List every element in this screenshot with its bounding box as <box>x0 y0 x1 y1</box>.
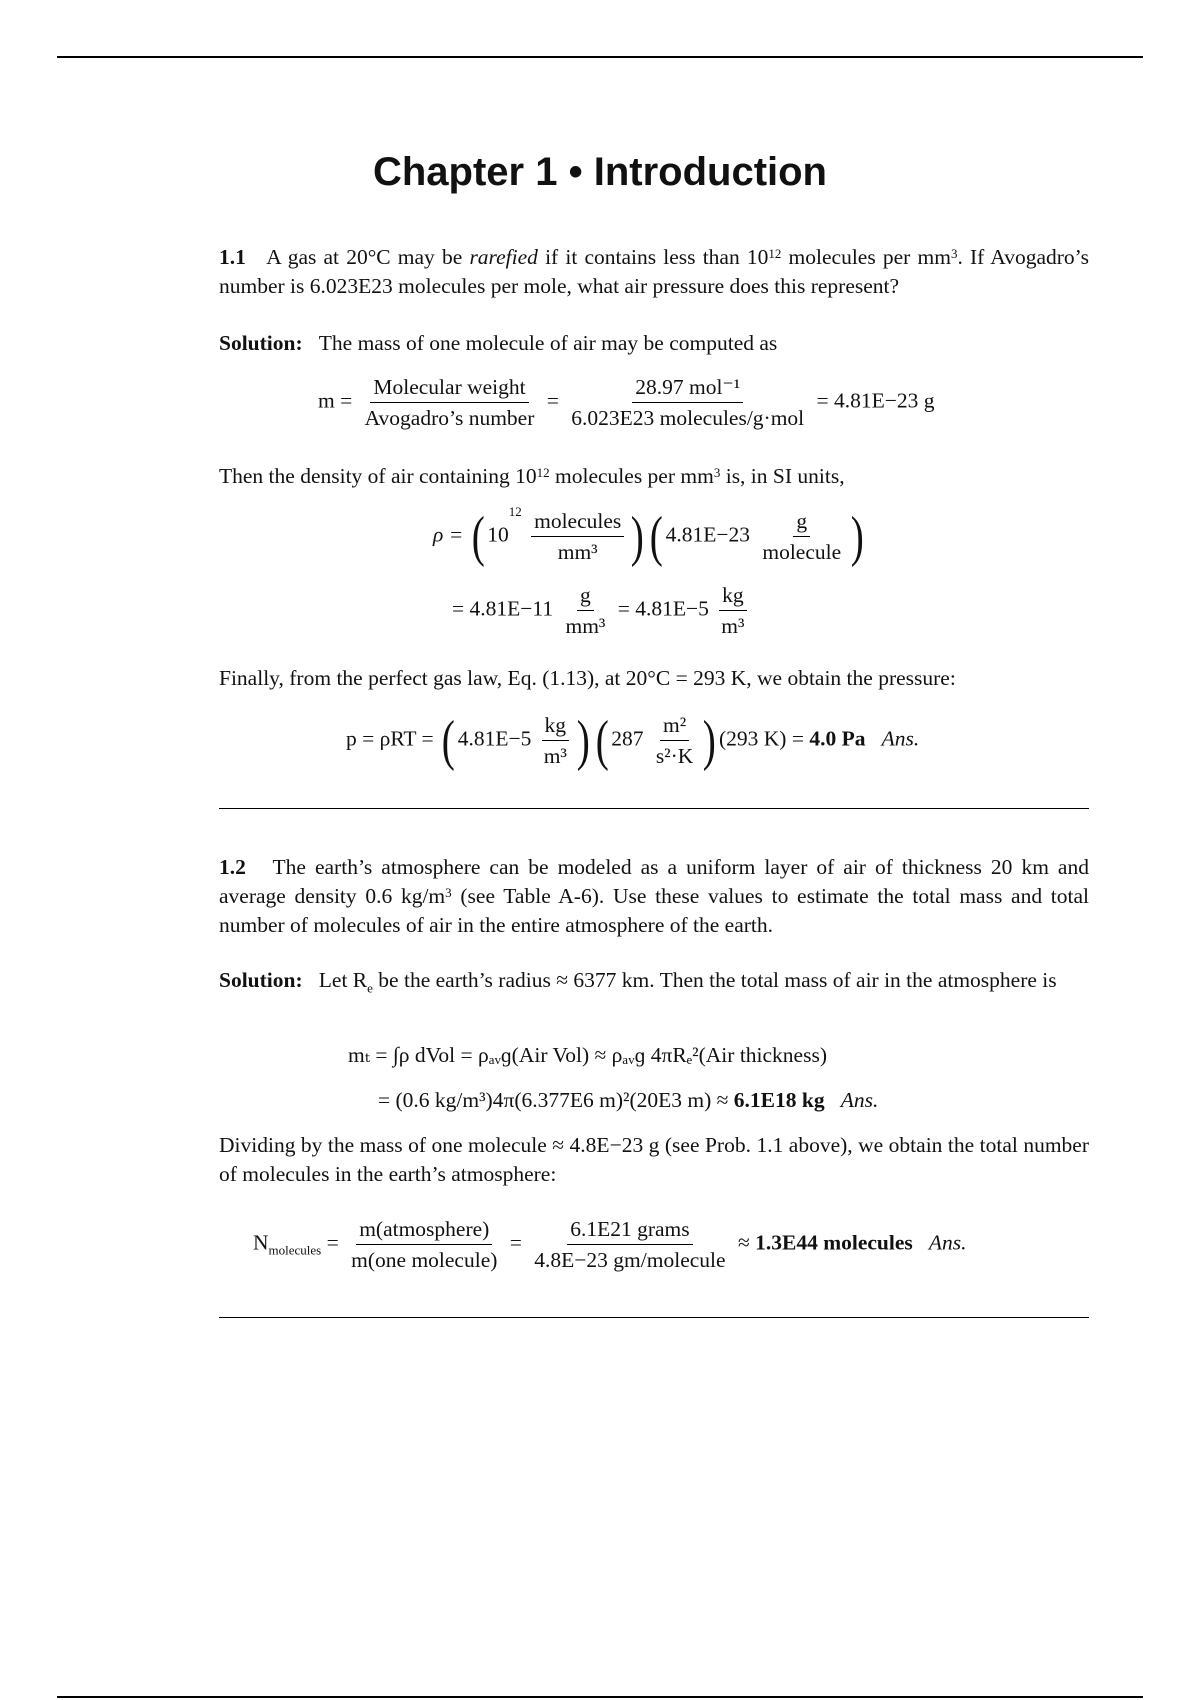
eq-lhs: p = ρRT = <box>346 726 434 751</box>
chapter-title: Chapter 1 • Introduction <box>372 150 827 194</box>
left-paren: ( <box>471 505 485 568</box>
right-paren: ) <box>576 709 590 772</box>
denominator: 4.8E−23 gm/molecule <box>534 1248 726 1272</box>
equals-sign: = <box>509 1230 522 1255</box>
equation-atmosphere-mass-line2 <box>378 1088 878 1113</box>
fraction <box>562 582 608 639</box>
subscript: molecules <box>268 1242 322 1258</box>
separator-rule <box>219 808 1089 809</box>
solution-text: The mass of one molecule of air may be computed as <box>318 331 778 355</box>
numerator: Molecular weight <box>370 374 528 403</box>
solution-text: Let R <box>318 968 368 992</box>
ans-label: Ans. <box>840 1088 879 1112</box>
ans-label: Ans. <box>881 726 920 751</box>
left-paren: ( <box>649 505 663 568</box>
numerator: molecules <box>531 508 624 537</box>
fraction <box>348 1216 500 1273</box>
rho-symbol: ρ = <box>433 522 464 547</box>
equation-atmosphere-mass-line1: mₜ = ∫ρ dVol = ρₐᵥɡ(Air Vol) ≈ ρₐᵥɡ 4πRₑ²(Air thickness) <box>348 1043 827 1067</box>
left-paren: ( <box>595 709 609 772</box>
denominator: s²·K <box>655 744 694 768</box>
denominator: molecule <box>762 540 842 564</box>
equation-density-line2 <box>452 582 751 639</box>
equation-pressure <box>346 709 920 772</box>
equation-molecule-mass <box>318 374 935 431</box>
fraction <box>531 508 624 565</box>
denominator: Avogadro’s number <box>364 406 535 430</box>
numerator: 28.97 mol⁻¹ <box>632 374 743 403</box>
denominator: mm³ <box>565 614 606 638</box>
answer-value: 4.0 Pa <box>809 726 866 751</box>
problem-1-2-statement <box>219 853 1089 940</box>
exponent: 3 <box>713 465 721 480</box>
approx-sign: ≈ <box>737 1230 750 1255</box>
eq-lhs: N <box>253 1230 269 1255</box>
numerator: kg <box>542 712 570 741</box>
fraction <box>568 374 807 431</box>
subscript: e <box>367 980 373 996</box>
coefficient: 4.81E−23 <box>665 522 750 547</box>
statement-text: The earth’s atmosphere can be modeled as a uniform layer of air of thickness 20 km and average density 0.6 kg/m <box>219 855 1089 908</box>
density-text: is, in SI units, <box>720 464 845 488</box>
power-base: 10 <box>487 522 509 547</box>
equation-density-line1 <box>433 504 867 568</box>
fraction <box>653 712 697 769</box>
fraction <box>541 712 570 769</box>
problem-number: 1.2 <box>219 855 246 879</box>
problem-number: 1.1 <box>219 245 246 269</box>
problem-1-1-statement <box>219 243 1089 301</box>
dividing-text: Dividing by the mass of one molecule ≈ 4.8E−23 g (see Prob. 1.1 above), we obtain the total number of molecules in the earth’s atmosphere: <box>219 1133 1089 1186</box>
numerator: g <box>577 582 594 611</box>
equation-molecule-count <box>253 1216 967 1273</box>
fraction <box>759 508 844 565</box>
numerator: m² <box>660 712 689 741</box>
solution-label: Solution: <box>219 968 303 992</box>
right-paren: ) <box>703 709 717 772</box>
eq-value: = 4.81E−5 <box>617 596 709 621</box>
statement-italic: rarefied <box>469 245 538 269</box>
left-paren: ( <box>441 709 455 772</box>
solution-label: Solution: <box>219 331 303 355</box>
statement-text: A gas at 20°C may be <box>266 245 470 269</box>
denominator: m(one molecule) <box>351 1248 498 1272</box>
density-text: Then the density of air containing 10 <box>219 464 537 488</box>
numerator: 6.1E21 grams <box>567 1216 692 1245</box>
denominator: 6.023E23 molecules/g·mol <box>571 406 805 430</box>
fraction <box>531 1216 728 1273</box>
numerator: kg <box>719 582 747 611</box>
temperature-term: (293 K) = <box>718 726 804 751</box>
statement-text: molecules per mm <box>781 245 951 269</box>
bottom-rule <box>57 1696 1143 1698</box>
eq-result: = 4.81E−23 g <box>816 388 935 413</box>
right-paren: ) <box>850 505 865 568</box>
eq-lhs: m = <box>318 388 353 413</box>
statement-text: . If Avogadro’s number is 6.023E23 molecules per mole, what air pressure does this represent? <box>219 245 1090 298</box>
exponent: 12 <box>768 246 782 261</box>
solution-1-2-intro <box>219 966 1089 1002</box>
exponent: 12 <box>508 504 522 519</box>
statement-text: if it contains less than 10 <box>537 245 769 269</box>
exponent: 3 <box>445 885 452 900</box>
coefficient: 4.81E−5 <box>457 726 532 751</box>
density-text: molecules per mm <box>549 464 714 488</box>
gas-constant: 287 <box>611 726 644 751</box>
solution-1-1-intro <box>219 329 1089 358</box>
fraction <box>362 374 538 431</box>
answer-value: 6.1E18 kg <box>733 1088 825 1112</box>
answer-value: 1.3E44 molecules <box>755 1230 913 1255</box>
denominator: m³ <box>543 744 567 768</box>
ans-label: Ans. <box>928 1230 967 1255</box>
denominator: m³ <box>721 614 745 638</box>
final-text: Finally, from the perfect gas law, Eq. (1.13), at 20°C = 293 K, we obtain the pressure: <box>219 666 956 690</box>
solution-text: be the earth’s radius ≈ 6377 km. Then the total mass of air in the atmosphere is <box>372 968 1057 992</box>
density-intro <box>219 462 1089 491</box>
numerator: g <box>793 508 810 537</box>
numerator: m(atmosphere) <box>356 1216 492 1245</box>
exponent: 12 <box>536 465 550 480</box>
right-paren: ) <box>631 505 645 568</box>
statement-text: (see Table A-6). Use these values to estimate the total mass and total number of molecules of air in the entire atmosphere of the earth. <box>219 884 1089 937</box>
separator-rule <box>219 1317 1089 1318</box>
equals-sign: = <box>326 1230 339 1255</box>
fraction <box>718 582 747 639</box>
top-rule <box>57 56 1143 58</box>
denominator: mm³ <box>557 540 598 564</box>
exponent: 3 <box>950 246 958 261</box>
eq-value: = 4.81E−11 <box>452 596 554 621</box>
equals-sign: = <box>546 388 559 413</box>
eq-value: = (0.6 kg/m³)4π(6.377E6 m)²(20E3 m) ≈ <box>378 1088 729 1112</box>
